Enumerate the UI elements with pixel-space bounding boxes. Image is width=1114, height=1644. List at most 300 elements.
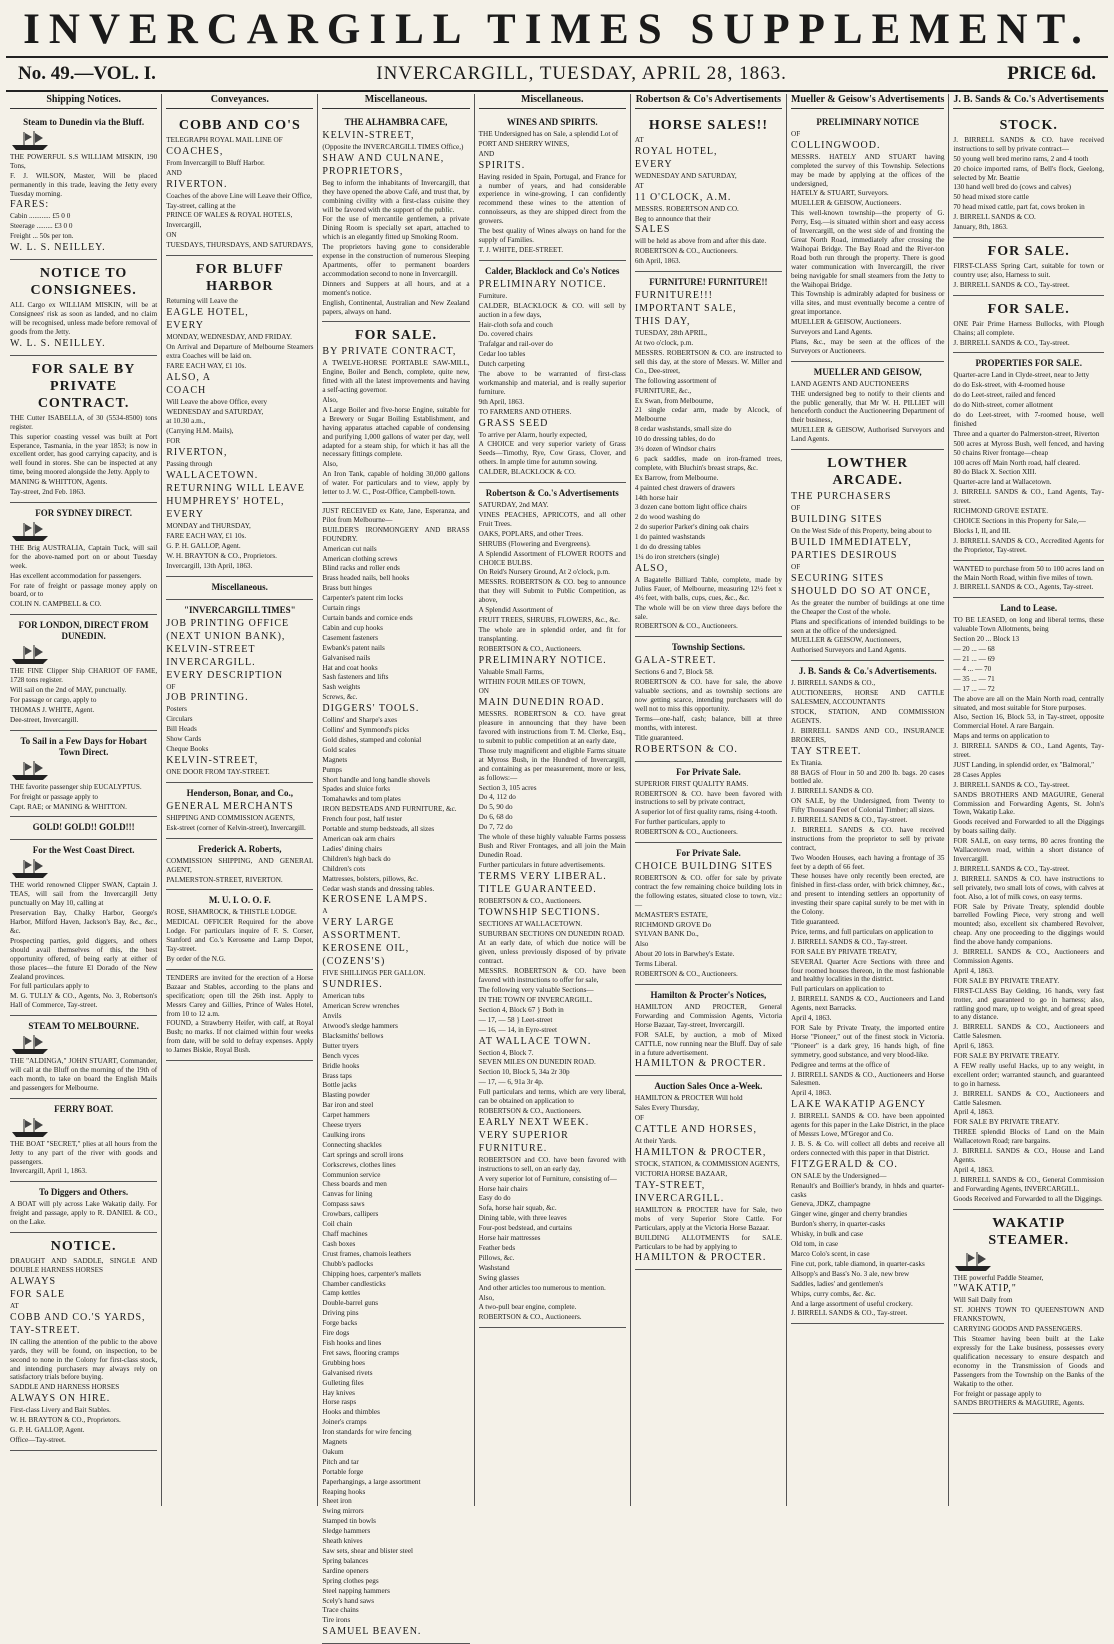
advert-line: SECTIONS AT WALLACETOWN. (478, 919, 583, 928)
advert-line: TAY-STREET. (10, 1324, 81, 1336)
advert-line: Circulars (166, 715, 193, 724)
advert-line: COACHES, (166, 145, 224, 157)
advert-line: FURNITURE!!! (634, 290, 713, 302)
advert-line: Galvanised nails (322, 653, 371, 662)
advert-line: And other articles too numerous to mention. (478, 1283, 606, 1292)
advert-line: BY PRIVATE CONTRACT, (322, 346, 457, 358)
advert-line: Office—Tay-street. (10, 1435, 66, 1444)
advert-line: Dinners and Suppers at all hours, and at a moment's notice. (322, 279, 470, 297)
advert-line: Bottle jacks (322, 1081, 357, 1090)
advert-line: LAND AGENTS AND AUCTIONEERS (791, 379, 910, 388)
advert-line: TAY-STREET, (634, 1179, 706, 1191)
advert-line: INVERCARGILL. (166, 656, 256, 668)
advert-line: Magnets (322, 755, 348, 764)
advert-line: KELVIN-STREET, (322, 129, 415, 141)
advert-line: W. L. S. NEILLEY. (10, 242, 106, 254)
advert-line: Section 20 ... Block 13 (953, 635, 1020, 644)
advert-line: THE FINE Clipper Ship CHARIOT OF FAME, 1728 tons register. (10, 667, 158, 685)
advert-line: Section 4, Block 67 } Both in (478, 1005, 564, 1014)
advert-line: 2 do wood washing do (634, 513, 700, 522)
advert-line: J. BIRRELL SANDS & CO., Auctioneers and Cattle Salesmen. (953, 1023, 1104, 1041)
advert-title: Township Sections. (671, 642, 746, 653)
advert-line: ASSORTMENT. (322, 930, 402, 942)
dateline-bar (6, 56, 1108, 92)
advert-line: CARRYING GOODS AND PASSENGERS. (953, 1325, 1083, 1334)
advert-line: By order of the N.G. (166, 954, 226, 963)
advert-line: SUNDRIES. (322, 979, 383, 991)
advert-line: OF (791, 562, 801, 571)
advert-line: Fret saws, flooring cramps (322, 1348, 400, 1357)
advert-line: Oakum (322, 1447, 344, 1456)
advert-block (635, 985, 782, 1076)
advert-block (635, 637, 782, 761)
advert-line: HATELY & STUART, Surveyors. (791, 189, 889, 198)
advert-line: 10 do dressing tables, do do (634, 435, 716, 444)
advert-line: ALSO, (634, 562, 669, 574)
advert-line: Hay knives (322, 1388, 355, 1397)
advert-line: Tomahawks and tom plates (322, 795, 401, 804)
advert-line: J. BIRRELL SANDS & CO., Tay-street. (953, 280, 1070, 289)
advert-line: The proprietors having gone to considerable expense in the construction of numerous Sleeping Apartments, offer to permanent boarders accommodation second to none in Invercargill. (322, 243, 470, 278)
advert-title: FOR SALE. (987, 243, 1070, 259)
advert-line: at 10.30 a.m., (166, 417, 206, 426)
advert-line: On Reid's Nursery Ground, At 2 o'clock, p.m. (478, 568, 610, 577)
ship-icon (10, 521, 50, 543)
advert-line: Quarter-acre land at Wallacetown. (953, 478, 1052, 487)
advert-title: MUELLER AND GEISOW, (813, 366, 922, 377)
advert-line: These houses have only recently been erected, are finished in first-class order, with brick chimney, &c., and present to intending settlers an opportunity of investing their spare capital surely to be met with in the Colony. (791, 872, 945, 917)
advert-line: Will Sail Daily from (953, 1296, 1013, 1305)
price: PRICE 6d. (1007, 63, 1096, 84)
advert-line: JUST Landing, in splendid order, ex "Balmoral," (953, 760, 1095, 769)
advert-line: ALL Cargo ex WILLIAM MISKIN, will be at Consignees' risk as soon as landed, and no claim will be recognised, unless made before removal of goods from the Jetty. (10, 301, 158, 336)
advert-line: Renault's and Boillier's brandy, in hhds and quarter-casks (791, 1181, 945, 1199)
advert-line: Tire irons (322, 1616, 351, 1625)
advert-line: EVERY (166, 509, 204, 521)
advert-line: Invercargill, April 1, 1863. (10, 1167, 87, 1176)
advert-line: For freight or passage apply to (953, 1389, 1042, 1398)
advert-title: GOLD! GOLD!! GOLD!!! (32, 822, 135, 833)
advert-line: 1¼ do iron stretchers (single) (634, 553, 720, 561)
advert-line: A Bagatelle Billiard Table, complete, made by Julius Fauer, of Melbourne, measuring 12½ feet x 4½ feet, with balls, cups, cues, &c., &c. (634, 575, 783, 602)
advert-line: Terms Liberal. (634, 960, 678, 969)
advert-line: Section 4, Block 7. (478, 1048, 534, 1057)
advert-line: IMPORTANT SALE, (634, 303, 737, 315)
advert-line: JOB PRINTING OFFICE (166, 617, 290, 629)
advert-line: THE world renowned Clipper SWAN, Captain J. TEAS, will sail from the Invercargill Jetty punctually on May 10, calling at (10, 881, 158, 908)
advert-title: Henderson, Bonar, and Co., (186, 787, 294, 798)
advert-title: Auction Sales Once a-Week. (654, 1081, 763, 1092)
advert-line: BUILD IMMEDIATELY, (791, 536, 912, 548)
advert-line: Corkscrews, clothes lines (322, 1160, 396, 1169)
advert-title: NOTICE. (50, 1239, 117, 1255)
advert-line: (Opposite the INVERCARGILL TIMES Office,) (322, 142, 464, 151)
advert-title: Land to Lease. (1000, 603, 1058, 614)
advert-line: AT (634, 135, 644, 144)
column-heading: Shipping Notices. (10, 94, 157, 109)
advert-line: McMASTER'S ESTATE, (634, 910, 708, 919)
advert-line: The whole will be on view three days before the sale. (634, 603, 783, 621)
advert-line: "WAKATIP," (953, 1283, 1017, 1295)
advert-title: Frederick A. Roberts, (198, 843, 282, 854)
advert-line: W. H. BRAYTON & CO., Proprietors. (166, 551, 277, 560)
advert-line: ON SALE by the Undersigned— (791, 1171, 887, 1180)
advert-block (10, 503, 157, 615)
advert-line: Spades and sluice forks (322, 785, 391, 794)
advert-line: Forge backs (322, 1319, 358, 1328)
advert-line: Saw sets, shear and blister steel (322, 1547, 414, 1555)
advert-line: Collins' and Sharpe's axes (322, 716, 398, 725)
advert-line: To arrive per Alarm, hourly expected, (478, 430, 587, 439)
advert-line: Saddles, ladies' and gentlemen's (791, 1279, 884, 1288)
advert-line: Goods received and Forwarded to all the Diggings by boats sailing daily. (953, 818, 1104, 836)
advert-line: Sardine openers (322, 1566, 369, 1575)
advert-line: Pitch and tar (322, 1457, 359, 1466)
advert-line: Children's cots (322, 864, 366, 873)
advert-line: Beg to announce that their (634, 214, 711, 223)
advert-title: To Diggers and Others. (39, 1187, 129, 1198)
advert-line: OF (791, 129, 801, 138)
advert-line: ON (478, 687, 489, 696)
advert-line: HAMILTON & PROCTER, (634, 1147, 767, 1159)
advert-title: For the West Coast Direct. (32, 845, 135, 856)
advert-line: Camp kettles (322, 1289, 361, 1298)
advert-title: Steam to Dunedin via the Bluff. (23, 116, 145, 127)
advert-line: TITLE GUARANTEED. (478, 883, 597, 895)
advert-line: For freight or passage apply to (10, 792, 99, 801)
advert-line: RICHMOND GROVE Do (634, 920, 712, 929)
advert-block (953, 598, 1104, 1209)
advert-line: Plans and specifications of intended buildings to be seen at the office of the undersigned. (791, 617, 945, 635)
advert-line: HAMILTON & PROCTER. (634, 1252, 767, 1264)
advert-line: J. BIRRELL SANDS & CO. (953, 213, 1036, 222)
advert-line: Capt. RAE; or MANING & WHITTON. (10, 802, 127, 811)
advert-line: MONDAY and THURSDAY, (166, 522, 251, 531)
advert-line: Maps and terms on application to (953, 732, 1050, 741)
advert-line: J. BIRRELL SANDS & CO., (791, 679, 876, 688)
advert-line: FOR SALE BY PRIVATE TREATY. (953, 1118, 1060, 1127)
advert-line: Hat and coat hooks (322, 663, 378, 672)
advert-line: 50 head mixed store cattle (953, 193, 1029, 202)
advert-line: Authorised Surveyors and Land Agents. (791, 646, 907, 655)
advert-block (166, 577, 313, 600)
column-heading: Miscellaneous. (322, 94, 469, 109)
advert-block (479, 483, 626, 1328)
advert-line: Ginger wine, ginger and cherry brandies (791, 1210, 908, 1219)
advert-line: J. BIRRELL SANDS & CO., Tay-street. (953, 864, 1070, 873)
advert-line: Full particulars on application to (791, 985, 885, 994)
advert-line: KELVIN-STREET, (166, 755, 259, 766)
advert-line: JOB PRINTING. (166, 692, 249, 704)
advert-line: IRON BEDSTEADS AND FURNITURE, &c. (322, 805, 457, 814)
advert-line: 8 cedar washstands, small size do (634, 425, 732, 434)
advert-line: Chess boards and men (322, 1180, 387, 1189)
advert-line: Trace chains (322, 1606, 359, 1615)
advert-line: Surveyors and Land Agents. (791, 328, 873, 337)
column-5 (631, 94, 787, 1506)
advert-line: THE favorite passenger ship EUCALYPTUS. (10, 782, 142, 791)
advert-line: American Screw wrenches (322, 1002, 400, 1011)
advert-block (635, 112, 782, 272)
advert-line: The following very valuable Sections— (478, 985, 594, 994)
advert-line: Crowbars, callipers (322, 1210, 379, 1219)
advert-line: ROBERTSON and CO. have been favored with instructions to sell, on an early day, (478, 1155, 626, 1173)
advert-title: M. U. I. O. O. F. (208, 895, 271, 906)
advert-line: 6th April, 1863. (634, 257, 681, 266)
advert-line: EVERY DESCRIPTION (166, 669, 284, 681)
advert-line: FIRST-CLASS Spring Cart, suitable for town or country use; also, Harness to suit. (953, 261, 1104, 279)
advert-line: Carpenter's patent rim locks (322, 594, 403, 603)
advert-line: Swing mirrors (322, 1507, 364, 1516)
advert-line: 6 pack saddles, made on iron-framed trees, complete, with Bluchin's breast straps, &c. (634, 454, 783, 472)
advert-line: Horse rasps (322, 1398, 357, 1407)
advert-line: ST. JOHN'S TOWN TO QUEENSTOWN AND FRANKSTOWN, (953, 1306, 1104, 1324)
advert-line: Bench vyces (322, 1051, 359, 1060)
advert-title: LOWTHER ARCADE. (827, 456, 909, 489)
advert-line: An Iron Tank, capable of holding 30,000 gallons of water. For particulars and to view, apply by letter to J. W. C., Post-Office, Campbell-town. (322, 470, 470, 497)
advert-line: 100 acres off Main North road, half cleared. (953, 458, 1081, 467)
advert-line: ALWAYS ON HIRE. (10, 1393, 111, 1405)
advert-line: EVERY (634, 158, 673, 170)
advert-line: G. P. H. GALLOP, Agent. (166, 541, 241, 550)
advert-line: MUELLER & GEISOW, Auctioneers. (791, 199, 902, 208)
advert-line: HUMPHREYS' HOTEL, (166, 496, 285, 508)
advert-line: FOR SALE BY PRIVATE TREATY. (953, 976, 1060, 985)
advert-line: — 16, — 14, in Eyre-street (478, 1025, 558, 1034)
advert-line: Chamber candlesticks (322, 1279, 386, 1288)
advert-line: French four post, half tester (322, 815, 403, 824)
advert-line: TUESDAY, 28th APRIL, (634, 329, 708, 338)
advert-line: FOUND, a Strawberry Heifer, with calf, at Royal Bush; no marks. If not claimed within four weeks from date, will be sold to defray expenses. Apply to James Biskie, Royal Bush. (166, 1019, 314, 1055)
advert-line: Goods Received and Forwarded to all the Diggings. (953, 1194, 1103, 1203)
advert-line: The whole of these highly valuable Farms possess Bush and River Frontages, and all join the Main Dunedin Road. (478, 833, 626, 859)
advert-line: J. BIRRELL SANDS & CO. (791, 787, 874, 796)
advert-block (166, 112, 313, 256)
advert-line: Allsopp's and Bass's No. 3 ale, new brew (791, 1269, 910, 1278)
advert-line: TUESDAYS, THURSDAYS, AND SATURDAYS, (166, 241, 314, 250)
advert-line: WALLACETOWN. (166, 470, 259, 482)
advert-line: Sales Every Thursday, (634, 1104, 700, 1113)
advert-line: SAMUEL BEAVEN. (322, 1626, 422, 1638)
advert-line: J. BIRRELL SANDS & CO., Auctioneers and Cattle Salesmen. (953, 1089, 1104, 1107)
advert-line: W. H. BRAYTON & CO., Proprietors. (10, 1416, 121, 1425)
advert-line: OF (166, 682, 176, 691)
advert-title: To Sail in a Few Days for Hobart Town Direct. (20, 735, 147, 757)
advert-line: do do Esk-street, with 4-roomed house (953, 381, 1065, 390)
advert-block (479, 261, 626, 483)
advert-line: Blind racks and roller ends (322, 564, 400, 573)
advert-block (10, 817, 157, 840)
issue-number: No. 49.—VOL. I. (18, 63, 156, 84)
advert-line: 130 hand well bred do (cows and calves) (953, 183, 1071, 192)
advert-title: FOR LONDON, DIRECT FROM DUNEDIN. (18, 620, 149, 642)
advert-line: Further particulars in future advertisements. (478, 860, 605, 869)
date-line: INVERCARGILL, TUESDAY, APRIL 28, 1863. (376, 63, 787, 84)
advert-block (10, 1233, 157, 1451)
advert-line: Spring balances (322, 1556, 369, 1565)
advert-title: COBB AND CO'S (178, 117, 301, 133)
advert-line: PRELIMINARY NOTICE. (478, 278, 607, 290)
advert-line: KEROSENE OIL, (322, 943, 410, 955)
advert-line: LAKE WAKATIP AGENCY (791, 1099, 927, 1111)
advert-line: Chaff machines (322, 1230, 368, 1238)
advert-line: WEDNESDAY and SATURDAY, (166, 407, 264, 416)
advert-line: PALMERSTON-STREET, RIVERTON. (166, 875, 283, 884)
advert-line: Do 6, 68 do (478, 813, 513, 822)
advert-line: FOR SALE, by auction, a mob of Mixed CATTLE, now running near the Bluff. Day of sale in a future advertisement. (634, 1030, 783, 1057)
advert-line: TELEGRAPH ROYAL MAIL LINE OF (166, 135, 283, 144)
advert-line: (COZENS'S) (322, 956, 386, 968)
advert-line: 1 do do dressing tables (634, 543, 701, 552)
advert-line: VINES PEACHES, APRICOTS, and all other Fruit Trees. (478, 511, 626, 528)
advert-line: Portable and stump bedsteads, all sizes (322, 825, 435, 834)
advert-line: Crust frames, chamois leathers (322, 1249, 412, 1258)
advert-line: This Steamer having been built at the Lake expressly for the Lake business, possesses every qualification necessary to ensure despatch and economy in the Transmission of Goods and Passengers from the Township on the Banks of the Wakatip to the other. (953, 1335, 1104, 1388)
advert-line: J. BIRRELL SANDS & CO. have received instructions to sell by private contract— (953, 135, 1104, 153)
advert-line: Horse hair mattresses (478, 1234, 541, 1243)
advert-line: Collins' and Symmond's picks (322, 726, 410, 735)
advert-block (635, 762, 782, 843)
advert-line: Steel napping hammers (322, 1586, 390, 1595)
advert-line: MUELLER & GEISOW, Authorised Surveyors and Land Agents. (791, 426, 945, 444)
advert-block (791, 450, 944, 661)
advert-line: 28 Cases Apples (953, 770, 1001, 779)
advert-block (10, 1016, 157, 1099)
advert-line: Do 5, 90 do (478, 803, 513, 812)
advert-line: T. J. WHITE, DEE-STREET. (478, 245, 564, 254)
advert-line: April 4, 1863. (953, 966, 994, 975)
advert-line: Anvils (322, 1012, 342, 1021)
ship-icon (10, 760, 50, 782)
advert-line: Carpet hammers (322, 1111, 370, 1120)
advert-line: Having resided in Spain, Portugal, and France for a number of years, and had considerable experience in wine-growing, I can confidently recommend these wines to the attention of connoisseurs, as they are shipped direct from the growers. (478, 172, 626, 226)
advert-title: STOCK. (999, 117, 1058, 133)
advert-line: Cart springs and scroll irons (322, 1150, 404, 1159)
advert-line: TO FARMERS AND OTHERS. (478, 407, 572, 416)
advert-line: — 17 ... — 72 (953, 684, 995, 693)
advert-line: Pedigree and terms at the office of (791, 1060, 890, 1069)
advert-line: For the use of mercantile gentlemen, a private Dining Room is specially set apart, attached to which is an elegantly fitted up Smoking Room. (322, 215, 470, 242)
advert-line: OF (791, 504, 801, 513)
advert-line: Screws, &c. (322, 693, 358, 702)
advert-line: — 4 ... — 70 (953, 664, 992, 673)
advert-line: J. BIRRELL SANDS & CO., Auctioneers and Commission Agents. (953, 948, 1104, 965)
advert-line: FURNITURE, &c., (634, 386, 692, 395)
advert-line: THE POWERFUL S.S WILLIAM MISKIN, 190 Tons, (10, 152, 158, 170)
masthead-title: INVERCARGILL TIMES SUPPLEMENT. (23, 6, 1091, 53)
advert-line: Hooks and thimbles (322, 1408, 380, 1417)
advert-line: Chipping hoes, carpenter's mallets (322, 1269, 422, 1278)
advert-line: Fire dogs (322, 1329, 350, 1338)
advert-line: Blasting powder (322, 1091, 370, 1100)
advert-line: Will Leave the above Office, every (166, 397, 268, 406)
advert-line: Compass saws (322, 1200, 365, 1209)
advert-line: ROBERTSON & CO. offer for sale by private contract the few remaining choice building lots in the following estates, situated close to town, viz.:— (634, 874, 783, 909)
advert-line: WITHIN FOUR MILES OF TOWN, (478, 677, 586, 686)
column-4 (475, 94, 631, 1506)
advert-line: At their Yards. (634, 1137, 677, 1146)
advert-line: April 4, 1863. (791, 1089, 832, 1098)
advert-title: WAKATIP STEAMER. (988, 1215, 1070, 1248)
advert-line: 3 dozen cane bottom light office chairs (634, 503, 747, 512)
advert-line: American clothing screws (322, 554, 398, 563)
advert-line: MEDICAL OFFICER Required for the above Lodge. For particulars inquire of F. S. Corser, Stanford and Co.'s Kerosene and Lamp Depot, Tay-street. (166, 918, 314, 954)
advert-line: Horse hair chairs (478, 1184, 528, 1193)
advert-line: — 17, — 58 } Leet-street (478, 1015, 553, 1024)
advert-line: CHOICE BUILDING SITES (634, 861, 774, 873)
advert-block (10, 731, 157, 818)
advert-line: Those truly magnificent and eligible Farms situate at Myross Bush, in the Hundred of Invercargill, and containing as per measurement, more or less, as follows:— (478, 746, 626, 782)
advert-line: April 4, 1863. (791, 1014, 832, 1023)
advert-line: 14th horse hair (634, 493, 678, 502)
advert-line: RIVERTON. (166, 178, 228, 190)
advert-line: STOCK, STATION, AND COMMISSION AGENTS. (791, 707, 945, 725)
advert-title: Calder, Blacklock and Co's Notices (484, 265, 620, 276)
advert-line: do do Leet-street, with 7-roomed house, well finished (953, 411, 1104, 428)
advert-line: SEVERAL Quarter Acre Sections with three and four roomed houses thereon, in the most fashionable and healthy localities in the district. (791, 957, 945, 984)
advert-line: TERMS VERY LIBERAL. (478, 870, 607, 882)
advert-line: PORT AND SHERRY WINES, (478, 139, 570, 148)
advert-line: Also, (322, 396, 338, 405)
advert-line: 21 single cedar arm, made by Alcock, of Melbourne (634, 406, 783, 424)
advert-line: Brass headed nails, bell hooks (322, 574, 410, 583)
advert-title: FOR SALE. (354, 328, 438, 344)
advert-line: Sections 6 and 7, Block 58. (634, 668, 714, 677)
advert-line: Brass butt hinges (322, 584, 372, 593)
advert-line: A Splendid Assortment of (478, 606, 554, 615)
advert-line: This superior coasting vessel was built at Port Esperance, Tasmania, in the year 1853; is now in excellent order, has good carrying capacity, and is well found in stores. She can be inspected at any time, being moored alongside the Jetty. Apply to (10, 432, 158, 477)
advert-line: Trafalgar and rail-over do (478, 340, 553, 349)
advert-line: This well-known township—the property of G. Perry, Esq.—is situated within short and easy access of Invercargill, on the west side of and fronting the Great North Road, immediately after crossing the Waihopai Bridge. The Bay Road and the River-ton Road both run through the property. There is good water communication with Invercargill, the river being navigable for small steamers from the Jetty to the Waihopai Bridge. (791, 209, 945, 289)
advert-title: STEAM TO MELBOURNE. (28, 1021, 139, 1032)
advert-line: A two-pull bear engine, complete. (478, 1303, 577, 1312)
advert-line: SUPERIOR FIRST QUALITY RAMS. (634, 779, 749, 788)
advert-block (953, 1210, 1104, 1415)
column-2 (162, 94, 318, 1506)
advert-line: ALSO, A (166, 371, 211, 383)
advert-block (791, 112, 944, 362)
advert-title: PROPERTIES FOR SALE. (975, 358, 1082, 369)
advert-line: Invercargill, (166, 221, 202, 230)
advert-line: FITZGERALD & CO. (791, 1158, 898, 1170)
advert-line: SHOULD DO SO AT ONCE, (791, 585, 932, 597)
advert-line: MAIN DUNEDIN ROAD. (478, 697, 605, 709)
advert-line: J. BIRRELL SANDS & CO., Land Agents, Tay-street. (953, 742, 1104, 760)
advert-line: JUST RECEIVED ex Kate, Jane, Esperanza, and Pilot from Melbourne— (322, 507, 470, 524)
advert-block (10, 1099, 157, 1183)
advert-line: For further particulars, apply to (634, 818, 726, 827)
advert-line: Short handle and long handle shovels (322, 775, 431, 784)
advert-line: Gold scales (322, 745, 356, 754)
ship-icon (10, 1117, 50, 1139)
advert-line: Reaping hooks (322, 1487, 366, 1496)
advert-line: A CHOICE and very superior variety of Grass Seeds—Timothy, Rye, Cow Grass, Clover, and others. In ample time for autumn sowing. (478, 440, 626, 467)
advert-line: Tay-street, calling at the (166, 201, 236, 210)
advert-line: April 4, 1863. (953, 1165, 994, 1174)
advert-line: Do 7, 72 do (478, 823, 513, 832)
advert-line: TAY STREET. (791, 745, 862, 757)
advert-line: SEVEN MILES ON DUNEDIN ROAD. (478, 1058, 596, 1067)
advert-line: ON SALE, by the Undersigned, from Twenty to Fifty Thousand Feet of Colonial Timber; all sizes. (791, 797, 945, 815)
advert-line: 9th April, 1863. (478, 397, 525, 406)
advert-line: 500 acres at Myross Bush, well fenced, and having 50 chains River frontage—cheap (953, 439, 1104, 457)
advert-line: MUELLER & GEISOW, Auctioneers. (791, 318, 902, 327)
advert-line: Iron standards for wire fencing (322, 1428, 412, 1437)
advert-line: Do 4, 112 do (478, 793, 516, 802)
advert-line: STOCK, STATION, & COMMISSION AGENTS, (634, 1160, 780, 1169)
advert-line: J. BIRRELL SANDS & CO., Auctioneers and Land Agents, next Barracks. (791, 995, 945, 1013)
advert-line: Furniture. (478, 291, 508, 300)
